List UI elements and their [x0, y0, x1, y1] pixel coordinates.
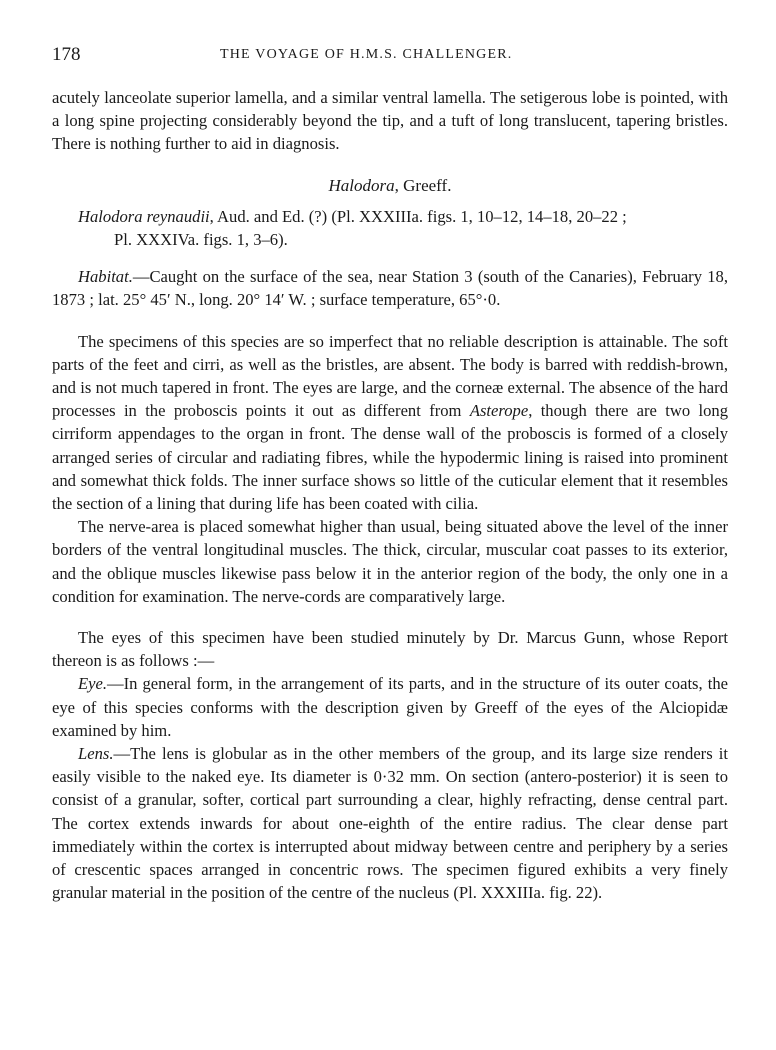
page-number: 178	[52, 44, 81, 65]
habitat-paragraph	[52, 265, 728, 311]
description-paragraph	[52, 330, 728, 516]
habitat-text: —Caught on the surface of the sea, near Station 3 (south of the Canaries), February 18, 1873 ; lat. 25° 45′ N., long. 20° 14′ W. ; surface temperature, 65°·0.	[52, 267, 728, 310]
species-reference-cont: Pl. XXXIVa. figs. 1, 3–6).	[114, 230, 288, 250]
eye-label: Eye.	[78, 674, 108, 694]
species-heading	[78, 205, 728, 251]
asterope-term: Asterope	[469, 401, 529, 421]
genus-name: Halodora	[328, 175, 395, 195]
body-text	[52, 86, 728, 905]
page-header	[52, 44, 728, 68]
species-name: Halodora reynaudii	[78, 206, 210, 226]
description-text-a: The specimens of this species are so imperfect that no reliable description is attainable. The soft parts of the feet and cirri, as well as the bristles, are absent. The body is barred with reddish-brown, and is not much tapered in front. The eyes are large, and the corneæ external. The absence of the hard processes in the proboscis points it out as different from	[52, 331, 728, 421]
genus-author: , Greeff.	[394, 175, 452, 195]
habitat-label: Habitat.	[78, 267, 133, 287]
lens-label: Lens.	[78, 744, 114, 764]
lens-paragraph	[52, 742, 728, 904]
eye-text: —In general form, in the arrangement of its parts, and in the structure of its outer coats, the eye of this species conforms with the description given by Greeff of the eyes of the Alciopidæ examined by him.	[52, 674, 728, 740]
nerve-area-paragraph: The nerve-area is placed somewhat higher than usual, being situated above the level of the inner borders of the ventral longitudinal muscles. The thick, circular, muscular coat passes to its exterior, and the oblique muscles likewise pass below it in the anterior region of the body, the only one in a condition for examination. The nerve-cords are comparatively large.	[52, 517, 728, 606]
description-text-b: , though there are two long cirriform appendages to the organ in front. The dense wall of the proboscis is formed of a closely arranged series of circular and radiating fibres, while the hypodermic lining is raised into prominent and somewhat thick folds. The inner surface shows so little of the cuticular element that it resembles the section of a lining that during life has been coated with cilia.	[52, 401, 729, 514]
continued-paragraph: acutely lanceolate superior lamella, and a similar ventral lamella. The setigerous lobe is pointed, with a long spine projecting considerably beyond the tip, and a tuft of long translucent, tapering bristles. There is nothing further to aid in diagnosis.	[52, 88, 728, 154]
species-reference: , Aud. and Ed. (?) (Pl. XXXIIIa. figs. 1, 10–12, 14–18, 20–22 ;	[209, 206, 627, 226]
eyes-intro-paragraph: The eyes of this specimen have been studied minutely by Dr. Marcus Gunn, whose Report thereon is as follows :—	[52, 628, 728, 671]
genus-heading	[52, 174, 728, 197]
running-head: THE VOYAGE OF H.M.S. CHALLENGER.	[220, 47, 513, 62]
eye-paragraph	[52, 672, 728, 742]
lens-text: —The lens is globular as in the other members of the group, and its large size renders it easily visible to the naked eye. Its diameter is 0·32 mm. On section (antero-posterior) it is seen to consist of a granular, softer, cortical part surrounding a clear, highly refracting, dense central part. The cortex extends inwards for about one-eighth of the entire radius. The clear dense part immediately within the cortex is interrupted about midway between centre and periphery by a series of crescentic spaces arranged in concentric rows. The specimen figured exhibits a very finely granular material in the position of the centre of the nucleus (Pl. XXXIIIa. fig. 22).	[52, 744, 728, 903]
